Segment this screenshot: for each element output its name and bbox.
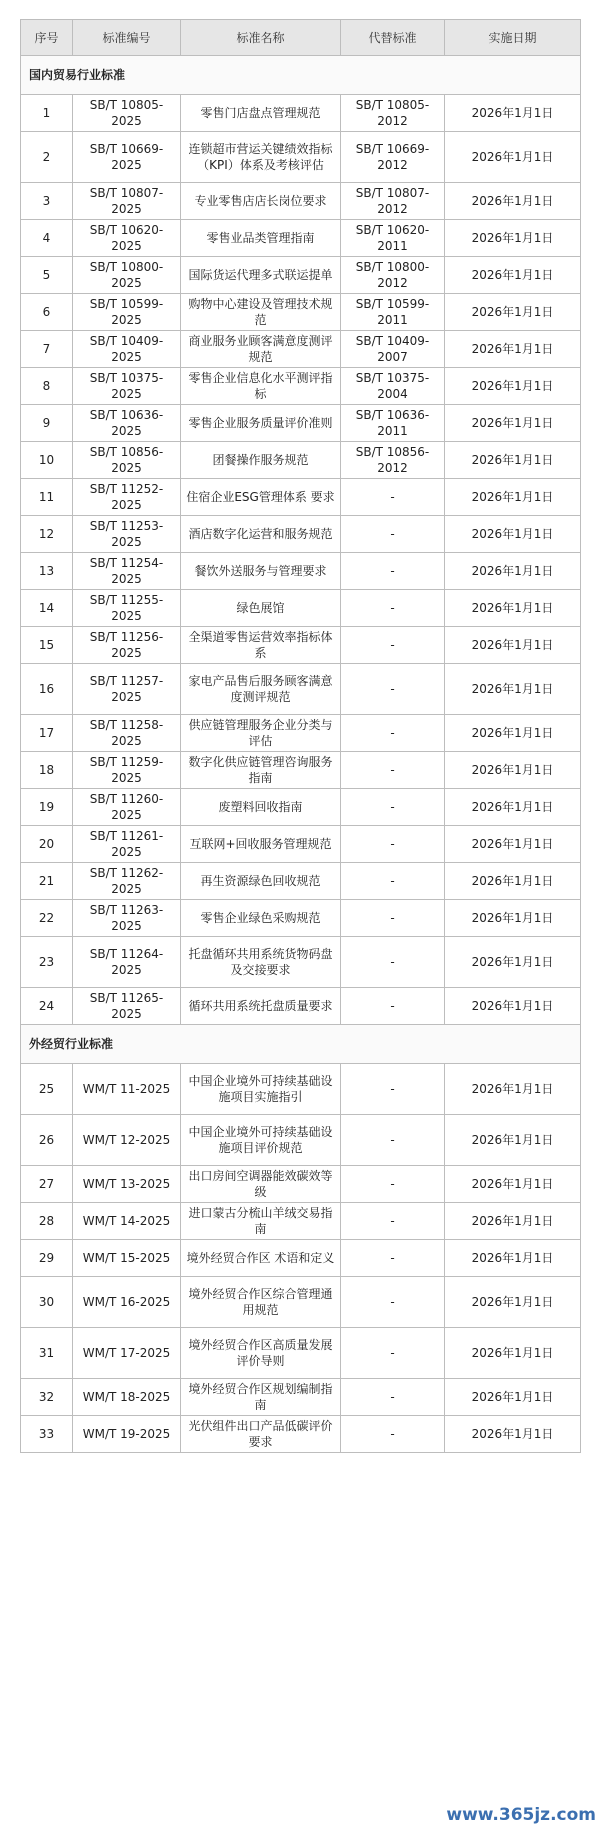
table-header [21,20,581,56]
cell-index: 27 [21,1166,73,1203]
cell-code: WM/T 16-2025 [73,1277,181,1328]
cell-index: 5 [21,257,73,294]
cell-code: SB/T 10375-2025 [73,368,181,405]
cell-date: 2026年1月1日 [445,627,581,664]
cell-name: 餐饮外送服务与管理要求 [181,553,341,590]
cell-code: SB/T 10599-2025 [73,294,181,331]
cell-name: 专业零售店店长岗位要求 [181,183,341,220]
table-row [21,863,581,900]
cell-name: 团餐操作服务规范 [181,442,341,479]
cell-date: 2026年1月1日 [445,257,581,294]
header-cell-index: 序号 [21,20,73,56]
cell-date: 2026年1月1日 [445,1379,581,1416]
cell-code: WM/T 15-2025 [73,1240,181,1277]
cell-replaces: - [341,715,445,752]
table-row [21,900,581,937]
table-row [21,1203,581,1240]
cell-name: 住宿企业ESG管理体系 要求 [181,479,341,516]
cell-replaces: - [341,1379,445,1416]
cell-index: 17 [21,715,73,752]
cell-code: SB/T 10805-2025 [73,95,181,132]
cell-date: 2026年1月1日 [445,590,581,627]
cell-date: 2026年1月1日 [445,1277,581,1328]
cell-index: 18 [21,752,73,789]
cell-code: WM/T 14-2025 [73,1203,181,1240]
cell-index: 15 [21,627,73,664]
cell-name: 互联网+回收服务管理规范 [181,826,341,863]
cell-name: 境外经贸合作区高质量发展评价导则 [181,1328,341,1379]
cell-index: 10 [21,442,73,479]
cell-replaces: - [341,937,445,988]
cell-replaces: - [341,516,445,553]
cell-name: 中国企业境外可持续基础设施项目评价规范 [181,1115,341,1166]
cell-name: 购物中心建设及管理技术规范 [181,294,341,331]
cell-date: 2026年1月1日 [445,1203,581,1240]
header-cell-name: 标准名称 [181,20,341,56]
cell-index: 33 [21,1416,73,1453]
cell-index: 19 [21,789,73,826]
cell-name: 零售企业信息化水平测评指标 [181,368,341,405]
cell-date: 2026年1月1日 [445,368,581,405]
cell-code: SB/T 10800-2025 [73,257,181,294]
cell-replaces: - [341,863,445,900]
cell-index: 23 [21,937,73,988]
cell-replaces: - [341,1203,445,1240]
cell-code: SB/T 10636-2025 [73,405,181,442]
cell-code: WM/T 18-2025 [73,1379,181,1416]
cell-name: 中国企业境外可持续基础设施项目实施指引 [181,1064,341,1115]
cell-date: 2026年1月1日 [445,1115,581,1166]
cell-name: 零售门店盘点管理规范 [181,95,341,132]
cell-code: SB/T 11253-2025 [73,516,181,553]
cell-replaces: - [341,1064,445,1115]
cell-replaces: - [341,664,445,715]
cell-replaces: - [341,1277,445,1328]
cell-replaces: - [341,1115,445,1166]
table-row [21,789,581,826]
cell-date: 2026年1月1日 [445,479,581,516]
table-row [21,1240,581,1277]
cell-date: 2026年1月1日 [445,1240,581,1277]
cell-code: SB/T 11252-2025 [73,479,181,516]
cell-replaces: SB/T 10669-2012 [341,132,445,183]
table-row [21,715,581,752]
cell-replaces: - [341,900,445,937]
cell-index: 21 [21,863,73,900]
table-row [21,1277,581,1328]
table-row [21,1115,581,1166]
cell-replaces: - [341,988,445,1025]
cell-code: SB/T 11262-2025 [73,863,181,900]
cell-name: 境外经贸合作区 术语和定义 [181,1240,341,1277]
cell-date: 2026年1月1日 [445,405,581,442]
cell-replaces: - [341,1240,445,1277]
cell-date: 2026年1月1日 [445,1416,581,1453]
cell-index: 22 [21,900,73,937]
table-row [21,294,581,331]
cell-index: 16 [21,664,73,715]
header-cell-date: 实施日期 [445,20,581,56]
cell-index: 1 [21,95,73,132]
cell-index: 13 [21,553,73,590]
table-row [21,442,581,479]
cell-date: 2026年1月1日 [445,516,581,553]
cell-date: 2026年1月1日 [445,826,581,863]
cell-name: 零售企业绿色采购规范 [181,900,341,937]
cell-index: 2 [21,132,73,183]
table-row [21,664,581,715]
cell-index: 3 [21,183,73,220]
cell-index: 24 [21,988,73,1025]
section-title: 国内贸易行业标准 [21,56,581,95]
cell-index: 29 [21,1240,73,1277]
cell-code: SB/T 11257-2025 [73,664,181,715]
cell-name: 连锁超市营运关键绩效指标（KPI）体系及考核评估 [181,132,341,183]
cell-replaces: - [341,826,445,863]
table-row [21,988,581,1025]
watermark: www.365jz.com [446,1805,596,1825]
cell-replaces: - [341,553,445,590]
cell-code: SB/T 11264-2025 [73,937,181,988]
cell-replaces: - [341,627,445,664]
cell-code: WM/T 17-2025 [73,1328,181,1379]
cell-replaces: - [341,1416,445,1453]
table-row [21,1416,581,1453]
cell-name: 酒店数字化运营和服务规范 [181,516,341,553]
cell-name: 境外经贸合作区综合管理通用规范 [181,1277,341,1328]
cell-replaces: SB/T 10620-2011 [341,220,445,257]
cell-index: 30 [21,1277,73,1328]
cell-name: 家电产品售后服务顾客满意度测评规范 [181,664,341,715]
cell-index: 20 [21,826,73,863]
cell-replaces: - [341,479,445,516]
cell-name: 境外经贸合作区规划编制指南 [181,1379,341,1416]
standards-table [20,19,581,1453]
table-row [21,516,581,553]
cell-index: 12 [21,516,73,553]
cell-index: 28 [21,1203,73,1240]
table-row [21,368,581,405]
cell-replaces: SB/T 10636-2011 [341,405,445,442]
cell-name: 再生资源绿色回收规范 [181,863,341,900]
cell-name: 数字化供应链管理咨询服务指南 [181,752,341,789]
cell-name: 商业服务业顾客满意度测评规范 [181,331,341,368]
cell-date: 2026年1月1日 [445,863,581,900]
cell-index: 6 [21,294,73,331]
cell-name: 供应链管理服务企业分类与评估 [181,715,341,752]
cell-name: 循环共用系统托盘质量要求 [181,988,341,1025]
header-cell-replaces: 代替标准 [341,20,445,56]
section-row [21,1025,581,1064]
cell-replaces: - [341,752,445,789]
cell-replaces: - [341,590,445,627]
table-row [21,590,581,627]
cell-code: SB/T 11261-2025 [73,826,181,863]
cell-date: 2026年1月1日 [445,1328,581,1379]
table-row [21,183,581,220]
cell-date: 2026年1月1日 [445,1064,581,1115]
cell-name: 国际货运代理多式联运提单 [181,257,341,294]
table-row [21,752,581,789]
cell-date: 2026年1月1日 [445,95,581,132]
cell-code: WM/T 19-2025 [73,1416,181,1453]
cell-name: 零售企业服务质量评价准则 [181,405,341,442]
cell-replaces: - [341,789,445,826]
table-row [21,1166,581,1203]
cell-date: 2026年1月1日 [445,715,581,752]
cell-code: SB/T 10620-2025 [73,220,181,257]
table-row [21,331,581,368]
section-title: 外经贸行业标准 [21,1025,581,1064]
cell-index: 8 [21,368,73,405]
table-row [21,479,581,516]
cell-date: 2026年1月1日 [445,553,581,590]
cell-index: 26 [21,1115,73,1166]
cell-date: 2026年1月1日 [445,752,581,789]
cell-index: 25 [21,1064,73,1115]
cell-date: 2026年1月1日 [445,937,581,988]
cell-date: 2026年1月1日 [445,900,581,937]
table-row [21,405,581,442]
cell-index: 7 [21,331,73,368]
table-row [21,95,581,132]
cell-date: 2026年1月1日 [445,1166,581,1203]
cell-code: WM/T 13-2025 [73,1166,181,1203]
cell-replaces: - [341,1166,445,1203]
cell-date: 2026年1月1日 [445,331,581,368]
cell-code: SB/T 10807-2025 [73,183,181,220]
cell-code: SB/T 10409-2025 [73,331,181,368]
cell-date: 2026年1月1日 [445,789,581,826]
cell-name: 出口房间空调器能效碳效等级 [181,1166,341,1203]
table-row [21,937,581,988]
table-row [21,1328,581,1379]
cell-date: 2026年1月1日 [445,442,581,479]
table-body [21,56,581,1453]
cell-date: 2026年1月1日 [445,664,581,715]
cell-replaces: SB/T 10375-2004 [341,368,445,405]
cell-name: 绿色展馆 [181,590,341,627]
cell-index: 14 [21,590,73,627]
cell-code: SB/T 10669-2025 [73,132,181,183]
cell-name: 托盘循环共用系统货物码盘及交接要求 [181,937,341,988]
cell-index: 31 [21,1328,73,1379]
cell-name: 零售业品类管理指南 [181,220,341,257]
cell-code: SB/T 11260-2025 [73,789,181,826]
cell-replaces: SB/T 10805-2012 [341,95,445,132]
cell-replaces: SB/T 10599-2011 [341,294,445,331]
cell-replaces: - [341,1328,445,1379]
cell-date: 2026年1月1日 [445,132,581,183]
cell-name: 全渠道零售运营效率指标体系 [181,627,341,664]
cell-replaces: SB/T 10409-2007 [341,331,445,368]
header-cell-code: 标准编号 [73,20,181,56]
cell-date: 2026年1月1日 [445,220,581,257]
cell-code: SB/T 10856-2025 [73,442,181,479]
cell-code: SB/T 11254-2025 [73,553,181,590]
cell-code: SB/T 11263-2025 [73,900,181,937]
cell-code: SB/T 11256-2025 [73,627,181,664]
table-row [21,1064,581,1115]
cell-code: SB/T 11258-2025 [73,715,181,752]
cell-replaces: SB/T 10807-2012 [341,183,445,220]
cell-date: 2026年1月1日 [445,183,581,220]
table-row [21,627,581,664]
cell-name: 光伏组件出口产品低碳评价要求 [181,1416,341,1453]
table-row [21,257,581,294]
header-row [21,20,581,56]
table-row [21,826,581,863]
cell-code: SB/T 11255-2025 [73,590,181,627]
table-row [21,220,581,257]
table-row [21,553,581,590]
table-row [21,132,581,183]
cell-replaces: SB/T 10800-2012 [341,257,445,294]
cell-index: 4 [21,220,73,257]
cell-replaces: SB/T 10856-2012 [341,442,445,479]
table-row [21,1379,581,1416]
cell-index: 32 [21,1379,73,1416]
cell-date: 2026年1月1日 [445,988,581,1025]
cell-index: 9 [21,405,73,442]
cell-name: 进口蒙古分梳山羊绒交易指南 [181,1203,341,1240]
cell-code: SB/T 11259-2025 [73,752,181,789]
section-row [21,56,581,95]
cell-code: WM/T 11-2025 [73,1064,181,1115]
cell-name: 废塑料回收指南 [181,789,341,826]
cell-code: WM/T 12-2025 [73,1115,181,1166]
cell-code: SB/T 11265-2025 [73,988,181,1025]
cell-index: 11 [21,479,73,516]
cell-date: 2026年1月1日 [445,294,581,331]
